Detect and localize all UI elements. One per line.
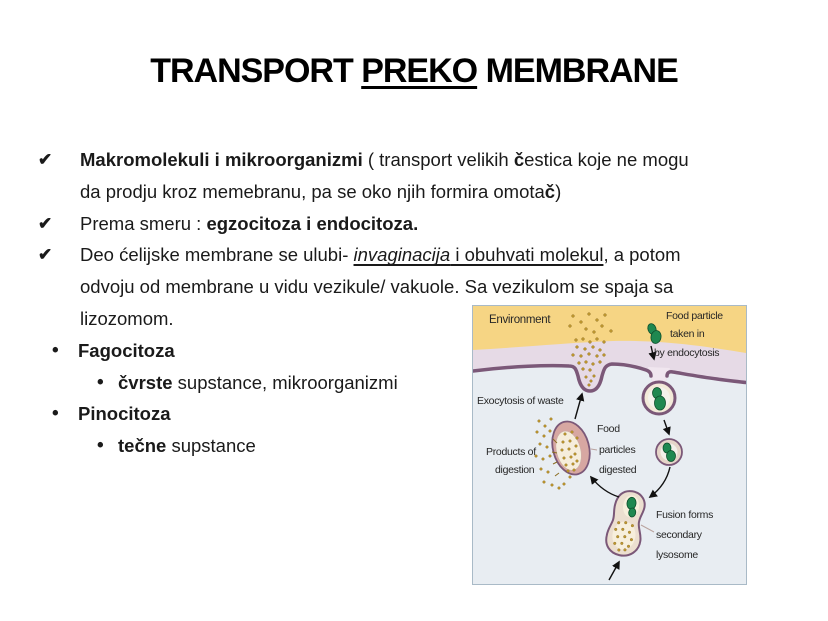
dot-icon: • [52, 403, 59, 425]
bullet-text: Fagocitoza [78, 339, 175, 361]
slide-title [0, 52, 828, 91]
diagram-label-exocytosis: Exocytosis of waste [477, 395, 564, 407]
diagram-label-food-particle-3: by endocytosis [654, 347, 720, 359]
diagram-label-fusion-3: lysosome [656, 549, 698, 561]
diagram-label-food-digested-1: Food [597, 423, 620, 435]
check-icon: ✔ [38, 245, 53, 265]
diagram-label-food-digested-3: digested [599, 464, 637, 476]
dot-icon: • [97, 371, 104, 393]
title-post: MEMBRANE [477, 52, 678, 90]
bullet-text: čvrste supstance, mikroorganizmi [118, 371, 398, 393]
bullet-item [38, 208, 810, 240]
endocytic-vesicle [656, 439, 682, 465]
diagram-label-food-digested-2: particles [599, 444, 636, 456]
check-icon: ✔ [38, 150, 53, 169]
title-pre: TRANSPORT [150, 52, 362, 90]
diagram-label-products-1: Products of [486, 446, 536, 458]
bullet-text: Prema smeru : egzocitoza i endocitoza. [80, 212, 419, 234]
bullet-text: Pinocitoza [78, 403, 171, 425]
bullet-text: Makromolekuli i mikroorganizmi ( transport velikih čestica koje ne mogu da prodju kroz memebranu, pa se oko njih formira omotač) [80, 149, 689, 202]
dot-icon: • [52, 339, 59, 361]
diagram-label-environment: Environment [489, 314, 551, 326]
endocytosis-diagram-svg [473, 306, 746, 584]
diagram-label-products-2: digestion [495, 464, 535, 476]
dot-icon: • [97, 435, 104, 457]
title-underlined-word: PREKO [361, 52, 478, 90]
diagram-label-fusion-2: secondary [656, 529, 702, 541]
bullet-text: Deo ćelijske membrane se ulubi- invaginacija i obuhvati molekul, a potom odvoju od membrane u vidu vezikule/ vakuole. Sa vezikulom se spaja sa lizozomom. [80, 244, 681, 329]
bullet-text: tečne supstance [118, 435, 256, 457]
diagram-label-food-particle-2: taken in [670, 328, 705, 340]
endocytosis-diagram [472, 305, 747, 585]
check-icon: ✔ [38, 213, 53, 233]
diagram-label-food-particle-1: Food particle [666, 310, 723, 322]
diagram-label-fusion-1: Fusion forms [656, 509, 714, 521]
bullet-item [38, 144, 810, 208]
